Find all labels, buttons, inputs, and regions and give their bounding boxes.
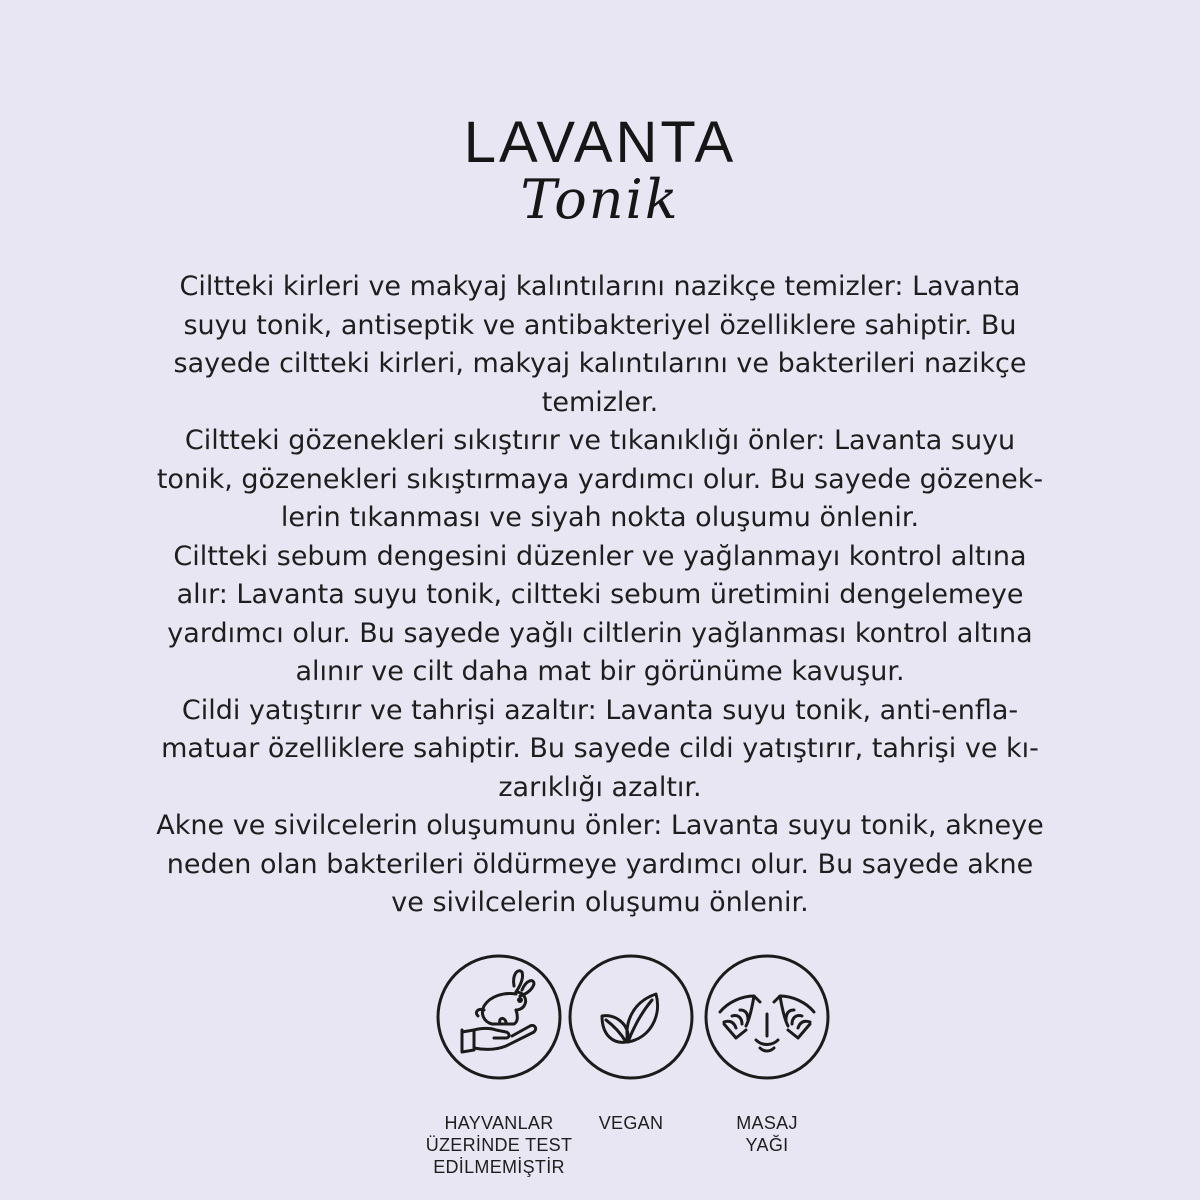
description-line: Ciltteki kirleri ve makyaj kalıntılarını nazikçe temizler: Lavanta — [179, 271, 1021, 302]
description-line: sayede ciltteki kirleri, makyaj kalıntılarını ve bakterileri nazikçe — [173, 348, 1027, 379]
description-line: Akne ve sivilcelerin oluşumunu önler: Lavanta suyu tonik, akneye — [156, 810, 1044, 841]
massage-hands-icon — [702, 952, 832, 1082]
product-description — [60, 268, 1140, 923]
description-line: Ciltteki sebum dengesini düzenler ve yağlanmayı kontrol altına — [173, 540, 1027, 572]
description-line: tonik, gözenekleri sıkıştırmaya yardımcı olur. Bu sayede gözenek- — [156, 463, 1044, 495]
badge-label: VEGAN — [598, 1113, 664, 1133]
badge-massage-oil — [677, 952, 857, 1156]
badge-row — [0, 952, 1200, 1177]
description-line: zarıklığı azaltır. — [498, 771, 702, 803]
product-subtitle: Tonik — [520, 168, 680, 231]
description-line: suyu tonik, antiseptik ve antibakteriyel özelliklere sahiptir. Bu — [183, 309, 1017, 341]
description-line: temizler. — [541, 386, 659, 418]
description-line: alınır ve cilt daha mat bir görünüme kavuşur. — [295, 656, 905, 687]
badge-label: HAYVANLAR ÜZERİNDE TEST EDİLMEMİŞTİR — [425, 1113, 573, 1177]
badge-label: MASAJ YAĞI — [736, 1113, 798, 1155]
description-line: lerin tıkanması ve siyah nokta oluşumu önlenir. — [280, 502, 920, 533]
description-line: Cildi yatıştırır ve tahrişi azaltır: Lavanta suyu tonik, anti-enfla- — [181, 694, 1019, 726]
description-line: yardımcı olur. Bu sayede yağlı ciltlerin yağlanması kontrol altına — [167, 617, 1033, 649]
description-line: ve sivilcelerin oluşumu önlenir. — [391, 887, 809, 918]
description-line: neden olan bakterileri öldürmeye yardımcı olur. Bu sayede akne — [166, 848, 1034, 880]
description-line: matuar özelliklere sahiptir. Bu sayede cildi yatıştırır, tahrişi ve kı- — [161, 733, 1039, 764]
product-title: LAVANTA — [463, 110, 737, 175]
description-line: Ciltteki gözenekleri sıkıştırır ve tıkanıklığı önler: Lavanta suyu — [184, 425, 1016, 456]
description-line: alır: Lavanta suyu tonik, ciltteki sebum üretimini dengelemeye — [176, 579, 1024, 610]
